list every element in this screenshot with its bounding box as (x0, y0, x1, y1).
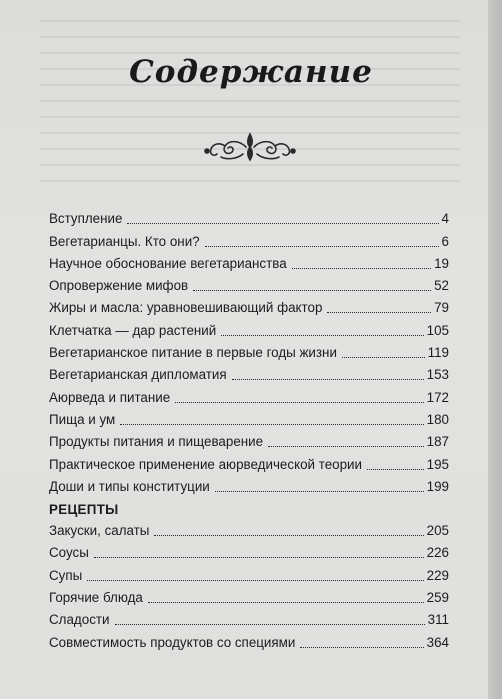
dot-leader (205, 245, 439, 247)
toc-entry[interactable] (49, 539, 449, 561)
toc-entry-page: 6 (441, 233, 449, 249)
dot-leader (120, 423, 423, 425)
toc-entry-page: 187 (426, 434, 449, 450)
toc-entry-page: 229 (426, 567, 449, 583)
toc-entry-page: 259 (426, 590, 449, 606)
toc-entry[interactable] (49, 517, 449, 539)
toc-entry-label: Вегетарианское питание в первые годы жизни (49, 345, 337, 361)
toc-entry-label: Аюрведа и питание (49, 389, 171, 405)
toc-entry-page: 119 (427, 345, 449, 361)
dot-leader (115, 623, 425, 625)
dot-leader (367, 468, 424, 470)
dot-leader (300, 646, 423, 648)
dot-leader (154, 534, 423, 536)
toc-entry-page: 172 (426, 389, 449, 405)
dot-leader (94, 556, 424, 558)
toc-entry-page: 79 (434, 300, 449, 316)
toc-entry-page: 52 (434, 278, 449, 294)
toc-entry[interactable] (49, 584, 449, 606)
toc-entry[interactable] (49, 606, 449, 628)
recipes-section-title: РЕЦЕПТЫ (49, 501, 119, 517)
toc-entry[interactable] (49, 406, 449, 428)
dot-leader (292, 267, 431, 269)
toc-entry-page: 105 (426, 322, 449, 338)
dot-leader (215, 490, 424, 492)
dot-leader (232, 378, 424, 380)
dot-leader (87, 579, 423, 581)
table-of-contents (49, 205, 449, 651)
toc-entry-label: Совместимость продуктов со специями (49, 634, 296, 650)
toc-entry-page: 364 (426, 634, 449, 650)
toc-entry-page: 199 (426, 478, 449, 494)
toc-entry[interactable] (49, 628, 449, 650)
dot-leader (268, 445, 424, 447)
dot-leader (327, 311, 431, 313)
toc-entry-label: Практическое применение аюрведической теории (49, 456, 363, 472)
toc-entry-label: Горячие блюда (49, 590, 143, 606)
toc-entry[interactable] (49, 339, 449, 361)
toc-entry[interactable] (49, 561, 449, 583)
toc-entry[interactable] (49, 361, 449, 383)
toc-entry-page: 19 (434, 255, 449, 271)
dot-leader (193, 289, 431, 291)
toc-entry[interactable] (49, 250, 449, 272)
toc-entry-page: 195 (426, 456, 449, 472)
toc-entry-label: Опровержение мифов (49, 278, 189, 294)
dot-leader (148, 601, 424, 603)
dot-leader (221, 334, 423, 336)
toc-entry-page: 153 (426, 367, 449, 383)
toc-entry[interactable] (49, 383, 449, 405)
toc-entry-label: Закуски, салаты (49, 523, 150, 539)
toc-entry-label: Продукты питания и пищеварение (49, 434, 264, 450)
page-edge (488, 0, 502, 699)
bleed-through-text (40, 20, 460, 190)
toc-entry[interactable] (49, 272, 449, 294)
page-title: Содержание (129, 54, 373, 90)
toc-entry[interactable] (49, 450, 449, 472)
toc-entry-label: Вегетарианцы. Кто они? (49, 233, 200, 249)
toc-entry[interactable] (49, 227, 449, 249)
toc-entry[interactable] (49, 294, 449, 316)
dot-leader (342, 356, 425, 358)
toc-entry-label: Научное обоснование вегетарианства (49, 255, 287, 271)
toc-entry-label: Вегетарианская дипломатия (49, 367, 227, 383)
toc-entry-page: 205 (426, 523, 449, 539)
toc-entry-page: 180 (426, 411, 449, 427)
toc-entry[interactable] (49, 316, 449, 338)
toc-entry-label: Сладости (49, 612, 110, 628)
toc-entry-page: 311 (427, 612, 449, 628)
toc-entry-label: Супы (49, 567, 83, 583)
toc-entry-page: 226 (426, 545, 449, 561)
toc-entry[interactable] (49, 473, 449, 495)
toc-entry-label: Доши и типы конституции (49, 478, 210, 494)
toc-entry[interactable] (49, 428, 449, 450)
dot-leader (127, 222, 438, 224)
toc-entry-label: Клетчатка — дар растений (49, 322, 217, 338)
toc-entry[interactable] (49, 205, 449, 227)
toc-entry-label: Вступление (49, 211, 123, 227)
ornament-icon (203, 130, 297, 164)
toc-entry-label: Соусы (49, 545, 89, 561)
toc-entry-label: Жиры и масла: уравновешивающий фактор (49, 300, 323, 316)
toc-entry-page: 4 (441, 211, 449, 227)
toc-entry-label: Пища и ум (49, 411, 116, 427)
dot-leader (175, 401, 423, 403)
